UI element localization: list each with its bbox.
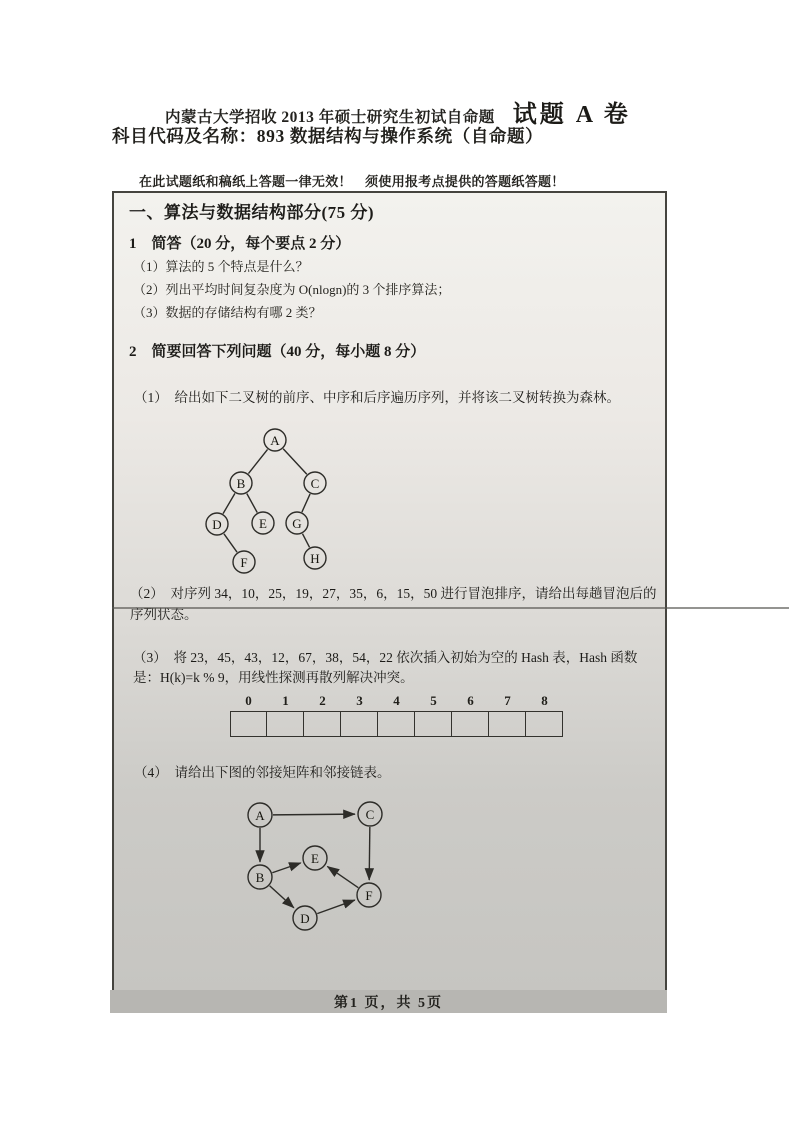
graph-node-label: A bbox=[255, 808, 265, 823]
exam-title: 内蒙古大学招收 2013 年硕士研究生初试自命题 bbox=[165, 109, 495, 126]
graph-node-label: C bbox=[365, 807, 375, 822]
hash-index-label: 7 bbox=[504, 693, 511, 708]
hash-index-label: 4 bbox=[393, 693, 400, 708]
paper-version-label: 试题 A 卷 bbox=[512, 102, 631, 128]
hash-cell bbox=[489, 711, 526, 737]
tree-node-label: A bbox=[270, 433, 280, 448]
question2-item-3: （3） 将 23，45，43，12，67，38，54，22 依次插入初始为空的 Hash 表，Hash 函数是：H(k)=k % 9，用线性探测再散列解决冲突。 bbox=[133, 650, 638, 685]
hash-table bbox=[230, 693, 563, 737]
hash-cell bbox=[341, 711, 378, 737]
hash-table-index-row bbox=[230, 693, 563, 709]
hash-index-label: 8 bbox=[541, 693, 548, 708]
hash-index-label: 3 bbox=[356, 693, 363, 708]
question1-heading: 1 简答（20 分，每个要点 2 分） bbox=[129, 236, 351, 252]
section1-heading: 一、算法与数据结构部分(75 分) bbox=[129, 203, 375, 222]
hash-index-label: 1 bbox=[282, 693, 289, 708]
tree-node-label: D bbox=[212, 517, 222, 532]
graph-node-label: B bbox=[255, 870, 265, 885]
hash-cell bbox=[267, 711, 304, 737]
hash-cell bbox=[378, 711, 415, 737]
graph-node-label: D bbox=[300, 911, 310, 926]
answer-sheet-notice: 在此试题纸和稿纸上答题一律无效！ 须使用报考点提供的答题纸答题！ bbox=[139, 174, 565, 189]
question2-item-4: （4） 请给出下图的邻接矩阵和邻接链表。 bbox=[134, 765, 391, 780]
hash-index-label: 2 bbox=[319, 693, 326, 708]
footer-band bbox=[110, 990, 667, 1013]
hash-cell bbox=[304, 711, 341, 737]
tree-node-label: C bbox=[310, 476, 320, 491]
subject-code-line: 科目代码及名称：893 数据结构与操作系统（自命题） bbox=[112, 126, 544, 146]
hash-cell bbox=[415, 711, 452, 737]
question2-heading: 2 简要回答下列问题（40 分，每小题 8 分） bbox=[129, 344, 426, 360]
hash-index-label: 0 bbox=[245, 693, 252, 708]
hash-index-label: 5 bbox=[430, 693, 437, 708]
tree-node-label: F bbox=[240, 555, 248, 570]
hash-index-label: 6 bbox=[467, 693, 474, 708]
hash-table-cell-row bbox=[230, 711, 563, 737]
graph-node-label: F bbox=[365, 888, 373, 903]
hash-cell bbox=[230, 711, 267, 737]
question2-item-2: （2） 对序列 34，10，25，19，27，35，6，15，50 进行冒泡排序，请给出每趟冒泡后的序列状态。 bbox=[130, 586, 657, 622]
question-content-box bbox=[112, 191, 667, 994]
tree-node-label: E bbox=[259, 516, 267, 531]
tree-node-label: G bbox=[292, 516, 302, 531]
question1-item-2: （2）列出平均时间复杂度为 O(nlogn)的 3 个排序算法； bbox=[133, 282, 451, 297]
question2-item-1: （1） 给出如下二叉树的前序、中序和后序遍历序列，并将该二叉树转换为森林。 bbox=[134, 390, 620, 405]
question1-item-3: （3）数据的存储结构有哪 2 类？ bbox=[133, 305, 322, 320]
page-number-label: 第1 页，共 5页 bbox=[334, 995, 443, 1011]
tree-node-label: H bbox=[310, 551, 320, 566]
question1-item-1: （1）算法的 5 个特点是什么？ bbox=[133, 259, 309, 274]
hash-cell bbox=[526, 711, 563, 737]
graph-node-label: E bbox=[311, 851, 319, 866]
hash-cell bbox=[452, 711, 489, 737]
tree-node-label: B bbox=[236, 476, 246, 491]
